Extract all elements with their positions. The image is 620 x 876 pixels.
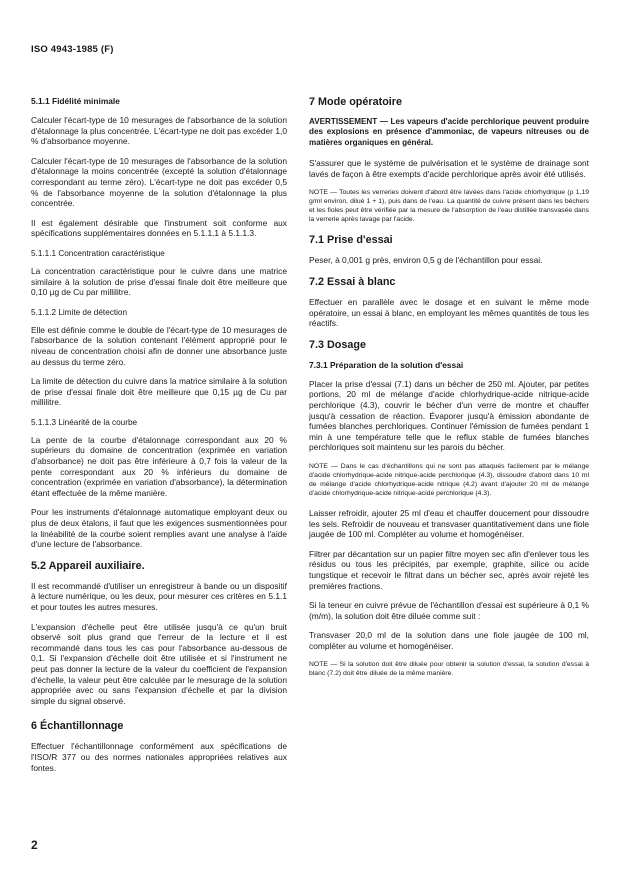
section-5-2-title: 5.2 Appareil auxiliaire.	[31, 559, 145, 572]
section-5-1-1-1-paragraph: La concentration caractéristique pour le cuivre dans une matrice similaire à la solution de prise d'essai finale doit être meilleure que 0,10 µg de Cu par millilitre.	[31, 265, 287, 298]
section-5-1-1-1-title: 5.1.1.1 Concentration caractéristique	[31, 248, 165, 258]
section-7-3-1-paragraph-2: Laisser refroidir, ajouter 25 ml d'eau et chauffer doucement pour dissoudre les sels. Refroidir de nouveau et transvaser quantitativement dans une fiole jaugée de 100 ml. Compléter au volume et homogénéiser.	[309, 507, 589, 540]
page-number: 2	[31, 838, 38, 852]
section-7-2-paragraph: Effectuer en parallèle avec le dosage et en suivant le même mode opératoire, un essai à blanc, en employant les mêmes quantités de tous les réactifs.	[309, 297, 589, 329]
section-7-3-1-paragraph-5: Transvaser 20,0 ml de la solution dans une fiole jaugée de 100 ml, compléter au volume et homogénéiser.	[309, 630, 589, 651]
section-5-1-1-2-title: 5.1.1.2 Limite de détection	[31, 307, 128, 317]
section-5-1-1-2-paragraph-2: La limite de détection du cuivre dans la matrice similaire à la solution de prise d'essai finale doit être meilleure que 0,15 µg de Cu par millilitre.	[31, 376, 287, 408]
section-7-3-1-paragraph-1: Placer la prise d'essai (7.1) dans un bécher de 250 ml. Ajouter, par petites portions, 20 ml de mélange d'acide chlorhydrique-acide nitrique-acide perchlorique (4.3), couvrir le bécher d'un verre de montre et chauffer jusqu'à cessation de réaction. Évaporer jusqu'à émission abondante de fumées blanches perchloriques. Continuer l'émission de fumées pendant 1 min à une température telle que le reflux stable de fumées blanches perchloriques soit maintenu sur les parois du bécher.	[309, 378, 589, 453]
section-5-1-1-3-title: 5.1.1.3 Linéarité de la courbe	[31, 417, 138, 427]
right-column	[309, 96, 589, 688]
section-5-1-1-paragraph-2: Calculer l'écart-type de 10 mesurages de l'absorbance de la solution d'étalonnage la moins concentrée (excepté la solution d'étalonnage correspondant au terme zéro). L'écart-type ne doit pas excéder 0,5 % de l'absorbance moyenne de la solution d'étalonnage la plus concentrée.	[31, 155, 287, 209]
section-5-1-1-paragraph-3: Il est également désirable que l'instrument soit conforme aux spécifications supplémentaires données en 5.1.1.1 à 5.1.1.3.	[31, 217, 287, 239]
section-7-note: NOTE — Toutes les verreries doivent d'abord être lavées dans l'acide chlorhydrique (ρ 1,19 g/ml environ, dilué 1 + 1), puis dans de l'eau. La quantité de cuivre présent dans les béchers et les fioles peut être vérifiée par la mesure de l'absorption de l'eau distillée transvasée dans la verrerie après lavage par l'acide.	[309, 189, 589, 224]
section-7-3-title: 7.3 Dosage	[309, 338, 367, 351]
section-7-1-paragraph: Peser, à 0,001 g près, environ 0,5 g de l'échantillon pour essai.	[309, 255, 543, 266]
section-7-3-1-paragraph-4: Si la teneur en cuivre prévue de l'échantillon d'essai est supérieure à 0,1 % (m/m), la solution doit être diluée comme suit :	[309, 600, 589, 621]
section-5-1-1-2-paragraph-1: Elle est définie comme le double de l'écart-type de 10 mesurages de l'absorbance de la solution contenant l'élément approprié pour le niveau de concentration choisi afin de donner une absorbance juste au dessus du terme zéro.	[31, 324, 287, 367]
section-5-2-paragraph-1: Il est recommandé d'utiliser un enregistreur à bande ou un dispositif à lecture numérique, ou les deux, pour mesurer ces critères en 5.1.1 et pour toutes les autres mesures.	[31, 580, 287, 612]
section-5-1-1-3-paragraph-1: La pente de la courbe d'étalonnage correspondant aux 20 % supérieurs du domaine de concentration (exprimée en variation d'absorbance) ne doit pas être inférieure à 0,7 fois la valeur de la pente correspondant aux 20 % inférieurs du domaine de concentration (exprimée en variation d'absorbance), la détermination étant effectuée de la même manière.	[31, 434, 287, 498]
warning-text: AVERTISSEMENT — Les vapeurs d'acide perchlorique peuvent produire des explosions en présence d'ammoniac, de vapeurs nitreuses ou de matières organiques en général.	[309, 117, 589, 147]
document-header: ISO 4943-1985 (F)	[31, 44, 114, 55]
section-6-title: 6 Échantillonnage	[31, 720, 124, 733]
section-5-1-1-title: 5.1.1 Fidélité minimale	[31, 96, 120, 106]
section-5-1-1-paragraph-1: Calculer l'écart-type de 10 mesurages de l'absorbance de la solution d'étalonnage la plus concentrée. L'écart-type ne doit pas excéder 1,0 % d'absorbance moyenne.	[31, 115, 287, 147]
section-7-3-1-note: NOTE — Dans le cas d'échantillons qui ne sont pas attaqués facilement par le mélange d'acide chlorhydrique-acide nitrique-acide perchlorique (4.3), dissoudre d'abord dans 10 ml de mélange d'acide chlorhydrique-acide nitrique (4.2) avant d'ajouter 20 ml de mélange d'acide chlorhydrique-acide nitrique-acide perchlorique (4.3).	[309, 462, 589, 497]
section-5-1-1-3-paragraph-2: Pour les instruments d'étalonnage automatique employant deux ou plus de deux étalons, il faut que les exigences susmentionnées pour la linéabilité de la courbe soient remplies avant une analyse à l'aide d'une lecture de l'absorbance.	[31, 507, 287, 550]
left-column	[31, 96, 287, 782]
section-6-paragraph: Effectuer l'échantillonnage conformément aux spécifications de l'ISO/R 377 ou des normes nationales appropriées relatives aux fontes.	[31, 741, 287, 773]
section-7-3-1-paragraph-3: Filtrer par décantation sur un papier filtre moyen sec afin d'enlever tous les résidus ou tous les précipités, par exemple, graphite, silice ou acide tungstique et recevoir le filtrat dans un bécher sec, après avoir rejeté les premières fractions.	[309, 548, 589, 591]
section-7-3-1-title: 7.3.1 Préparation de la solution d'essai	[309, 359, 464, 370]
section-7-2-title: 7.2 Essai à blanc	[309, 276, 396, 288]
section-7-3-1-note-2: NOTE — Si la solution doit être diluée pour obtenir la solution d'essai, la solution d'essai à blanc (7.2) doit être diluée de la même manière.	[309, 661, 589, 678]
section-5-2-paragraph-2: L'expansion d'échelle peut être utilisée jusqu'à ce qu'un bruit observé soit plus grand que l'erreur de la lecture et il est recommandé dans tous les cas pour l'absorbance au-dessous de 0,1. Si l'expansion d'échelle doit être utilisée et si l'instrument ne peut pas donner la lecture de la valeur du coefficient de l'expansion d'échelle, la valeur peut être calculée par le mesurage de la solution appropriée avec ou sans l'expansion d'échelle et par la division simple du signal observé.	[31, 621, 287, 706]
section-7-1-title: 7.1 Prise d'essai	[309, 234, 393, 247]
section-7-title: 7 Mode opératoire	[309, 96, 402, 108]
section-7-paragraph: S'assurer que le système de pulvérisation et le système de drainage sont lavés de façon à être exempts d'acide perchlorique après avoir été utilisés.	[309, 158, 589, 179]
